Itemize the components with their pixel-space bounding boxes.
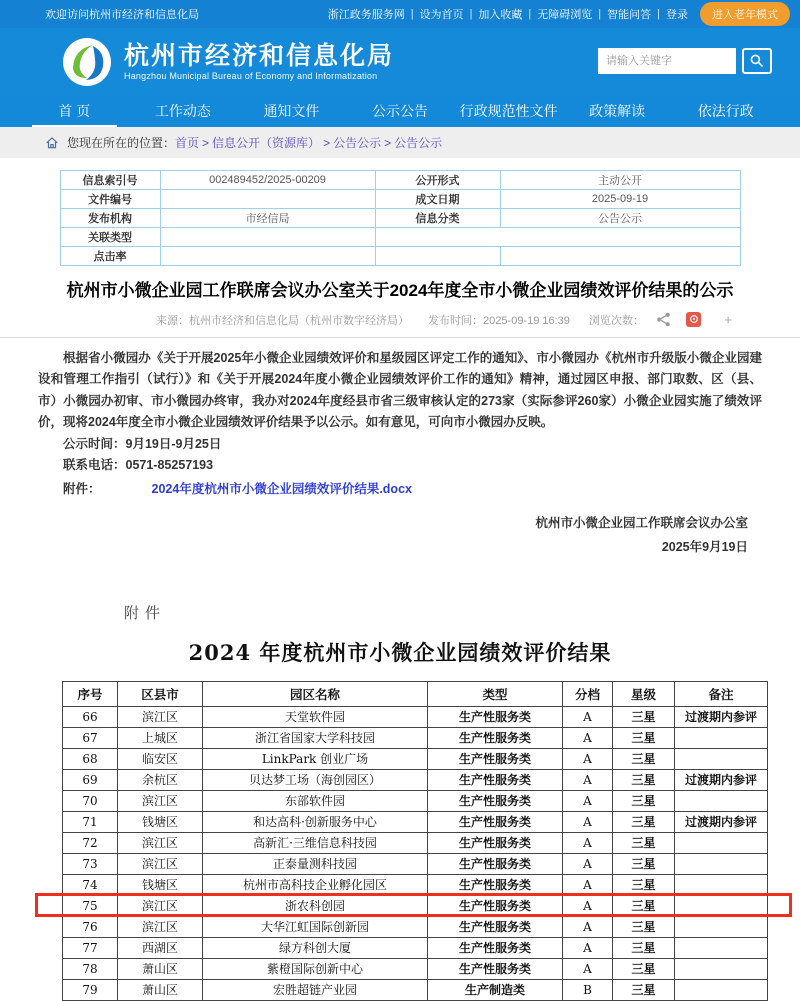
breadcrumb-separator: > — [202, 136, 210, 150]
results-header-row — [63, 681, 768, 706]
breadcrumb-prefix: 您现在所在的位置： — [67, 136, 176, 150]
results-cell: 宏胜超链产业园 — [203, 979, 428, 1000]
share-icon[interactable] — [656, 312, 671, 327]
nav-item-label: 通知文件 — [263, 103, 320, 119]
table-row — [63, 769, 768, 790]
results-cell: 大华江虹国际创新园 — [203, 916, 428, 937]
info-label-cell: 发布机构 — [60, 209, 160, 228]
results-cell: 三星 — [613, 979, 675, 1000]
info-label-cell: 信息索引号 — [60, 171, 160, 190]
info-value-cell: 2025-09-19 — [500, 190, 740, 209]
info-value-cell: 002489452/2025-00209 — [160, 171, 375, 190]
views-label: 浏览次数： — [588, 314, 644, 327]
show-time-line: 公示时间：9月19日-9月25日 — [63, 436, 222, 451]
results-cell: 66 — [63, 706, 118, 727]
nav-active-underline — [249, 125, 334, 127]
table-row — [63, 811, 768, 832]
info-label-cell: 公开形式 — [375, 171, 500, 190]
search-icon — [749, 53, 765, 69]
results-cell: 浙江省国家大学科技园 — [203, 727, 428, 748]
results-cell: 三星 — [613, 748, 675, 769]
info-table-row — [60, 228, 740, 247]
signature-office: 杭州市小微企业园工作联席会议办公室 — [535, 516, 748, 531]
info-value-cell — [160, 247, 375, 266]
topbar-link-1[interactable]: 设为首页 — [419, 9, 464, 21]
results-cell: 过渡期内参评 — [675, 769, 768, 790]
site-subtitle: Hangzhou Municipal Bureau of Economy and Informatization — [124, 70, 378, 81]
results-cell: 76 — [63, 916, 118, 937]
results-cell: 萧山区 — [118, 979, 203, 1000]
nav-item-label: 工作动态 — [154, 103, 211, 119]
results-cell: 74 — [63, 874, 118, 895]
source-label: 来源：杭州市经济和信息化局（杭州市数字经济局） — [156, 314, 409, 327]
results-cell: 生产性服务类 — [428, 811, 563, 832]
results-cell: 生产制造类 — [428, 979, 563, 1000]
table-row — [63, 979, 768, 1000]
results-cell: 西湖区 — [118, 937, 203, 958]
paragraph-main: 根据省小微园办《关于开展2025年小微企业园绩效评价和星级园区评定工作的通知》、市小微园办《杭州市升级版小微企业园建设和管理工作指引（试行）》和《关于开展2024年度小微企业园绩效评价工作的通知》精神，通过园区申报、部门取数、区（县、市）小微园办初审、市小微园办终审，我办对2024年度经县市省三级审核认定的273家（实际参评260家）小微企业园实施了绩效评价，现将2024年度全市小微企业园绩效评价结果予以公示。如有意见，可向市小微园办反映。 — [38, 350, 762, 430]
site-title: 杭州市经济和信息化局 — [124, 42, 395, 71]
results-cell: 滨江区 — [118, 853, 203, 874]
results-cell: 三星 — [613, 916, 675, 937]
results-cell — [675, 727, 768, 748]
table-row — [63, 832, 768, 853]
info-value-cell: 主动公开 — [500, 171, 740, 190]
table-row — [63, 706, 768, 727]
results-cell: A — [563, 811, 613, 832]
signature-date: 2025年9月19日 — [661, 540, 748, 555]
info-table-row — [60, 209, 740, 228]
nav-active-underline — [141, 125, 226, 127]
results-cell: 和达高科·创新服务中心 — [203, 811, 428, 832]
results-cell: LinkPark 创业广场 — [203, 748, 428, 769]
results-cell: 68 — [63, 748, 118, 769]
results-cell: A — [563, 937, 613, 958]
nav-active-underline — [575, 125, 660, 127]
results-cell: 三星 — [613, 832, 675, 853]
results-cell: 生产性服务类 — [428, 769, 563, 790]
info-value-cell: 市经信局 — [160, 209, 375, 228]
results-cell: 贝达梦工场（海创园区） — [203, 769, 428, 790]
table-row — [63, 790, 768, 811]
results-cell: 生产性服务类 — [428, 958, 563, 979]
results-cell: 浙农科创园 — [203, 895, 428, 916]
results-cell: 生产性服务类 — [428, 727, 563, 748]
attachment-doc-label: 附件 — [124, 603, 167, 622]
table-row — [63, 937, 768, 958]
share-icon-group — [656, 312, 740, 327]
results-cell: A — [563, 832, 613, 853]
nav-item-0[interactable] — [20, 95, 129, 127]
info-table-body — [60, 171, 740, 266]
results-cell: 生产性服务类 — [428, 916, 563, 937]
phone-line: 联系电话：0571-85257193 — [63, 458, 214, 473]
info-value-cell — [160, 228, 375, 247]
breadcrumb-link-3[interactable]: 公告公示 — [394, 136, 443, 150]
info-value-cell — [375, 247, 500, 266]
top-utility-bar — [0, 0, 800, 28]
nav-active-underline — [466, 125, 551, 127]
results-cell: A — [563, 853, 613, 874]
breadcrumb-link-1[interactable]: 信息公开（资源库） — [212, 136, 321, 150]
topbar-separator: | — [528, 8, 532, 20]
results-cell: 绿方科创大厦 — [203, 937, 428, 958]
results-cell: 73 — [63, 853, 118, 874]
results-cell: 77 — [63, 937, 118, 958]
info-label-cell: 成文日期 — [375, 190, 500, 209]
nav-item-6[interactable] — [671, 95, 780, 127]
table-row — [63, 727, 768, 748]
results-header-1: 区县市 — [118, 681, 203, 706]
site-header — [0, 28, 800, 95]
results-cell — [675, 874, 768, 895]
results-header-6: 备注 — [675, 681, 768, 706]
results-cell — [675, 748, 768, 769]
results-cell: 生产性服务类 — [428, 748, 563, 769]
attachment-document — [0, 602, 800, 1001]
breadcrumb-separator: > — [384, 136, 392, 150]
results-table-body — [63, 706, 768, 1000]
info-table-row — [60, 247, 740, 266]
info-value-cell — [500, 247, 740, 266]
topbar-separator: | — [598, 8, 602, 20]
nav-active-underline — [32, 125, 117, 127]
results-cell: 72 — [63, 832, 118, 853]
results-cell: A — [563, 874, 613, 895]
table-row — [63, 916, 768, 937]
results-cell: 三星 — [613, 769, 675, 790]
table-row — [63, 958, 768, 979]
results-cell: 滨江区 — [118, 832, 203, 853]
nav-item-4[interactable] — [454, 95, 563, 127]
breadcrumb — [0, 127, 800, 158]
results-cell: 三星 — [613, 895, 675, 916]
results-cell: 高新汇·三维信息科技园 — [203, 832, 428, 853]
info-table-row — [60, 190, 740, 209]
results-cell: 滨江区 — [118, 895, 203, 916]
document-info-table — [60, 170, 741, 266]
results-cell: A — [563, 769, 613, 790]
topbar-separator: | — [657, 8, 660, 20]
results-cell: 三星 — [613, 811, 675, 832]
breadcrumb-separator: > — [323, 136, 331, 150]
table-row — [63, 874, 768, 895]
info-label-cell: 关联类型 — [60, 228, 160, 247]
brand-block — [124, 42, 394, 81]
results-header-5: 星级 — [613, 681, 675, 706]
results-cell: 萧山区 — [118, 958, 203, 979]
results-cell: 临安区 — [118, 748, 203, 769]
nav-active-underline — [683, 125, 768, 127]
results-cell: 三星 — [613, 937, 675, 958]
nav-item-3[interactable] — [346, 95, 455, 127]
results-cell: 杭州市高科技企业孵化园区 — [203, 874, 428, 895]
results-cell: 滨江区 — [118, 916, 203, 937]
article-meta — [0, 312, 800, 338]
nav-item-label: 首 页 — [58, 103, 91, 119]
nav-item-1[interactable] — [129, 95, 238, 127]
results-cell — [675, 979, 768, 1000]
publish-time-label: 发布时间：2025-09-19 16:39 — [428, 314, 570, 327]
results-header-0: 序号 — [63, 681, 118, 706]
welcome-text: 欢迎访问杭州市经济和信息化局 — [45, 9, 199, 21]
attachment-link[interactable]: 2024年度杭州市小微企业园绩效评价结果.docx — [151, 481, 412, 496]
more-share-icon[interactable]: + — [724, 311, 732, 327]
results-cell: 67 — [63, 727, 118, 748]
results-cell: A — [563, 748, 613, 769]
main-nav — [0, 95, 800, 127]
results-cell: A — [563, 727, 613, 748]
info-value-cell: 公告公示 — [500, 209, 740, 228]
results-cell: 69 — [63, 769, 118, 790]
info-label-cell: 信息分类 — [375, 209, 500, 228]
results-header-4: 分档 — [563, 681, 613, 706]
info-value-cell — [160, 190, 375, 209]
topbar-link-2[interactable]: 加入收藏 — [478, 9, 523, 21]
weibo-share-icon[interactable] — [686, 312, 701, 327]
results-cell: 三星 — [613, 958, 675, 979]
results-table-wrap — [62, 681, 767, 1001]
results-cell: B — [563, 979, 613, 1000]
results-cell: 正泰量测科技园 — [203, 853, 428, 874]
results-cell — [675, 916, 768, 937]
results-cell: 生产性服务类 — [428, 895, 563, 916]
results-cell: 生产性服务类 — [428, 790, 563, 811]
results-cell: A — [563, 958, 613, 979]
results-cell: 75 — [63, 895, 118, 916]
topbar-link-4[interactable]: 智能问答 — [607, 9, 652, 21]
results-cell: 过渡期内参评 — [675, 811, 768, 832]
results-cell: A — [563, 895, 613, 916]
topbar-separator: | — [469, 8, 473, 20]
attachment-label: 附件： — [63, 481, 101, 496]
results-table — [62, 681, 768, 1001]
results-header-3: 类型 — [428, 681, 563, 706]
info-table-row — [60, 171, 740, 190]
results-cell: 钱塘区 — [118, 811, 203, 832]
table-row — [63, 748, 768, 769]
results-cell: 紫橙国际创新中心 — [203, 958, 428, 979]
results-cell: 78 — [63, 958, 118, 979]
results-cell: 滨江区 — [118, 790, 203, 811]
home-icon — [45, 136, 59, 150]
results-cell: 生产性服务类 — [428, 874, 563, 895]
results-cell — [675, 832, 768, 853]
table-row — [63, 853, 768, 874]
attachment-doc-title: 2024 年度杭州市小微企业园绩效评价结果 — [188, 639, 612, 665]
results-cell: A — [563, 916, 613, 937]
results-cell: 三星 — [613, 853, 675, 874]
info-label-cell: 点击率 — [60, 247, 160, 266]
results-cell: 71 — [63, 811, 118, 832]
results-cell — [675, 790, 768, 811]
results-cell: 三星 — [613, 706, 675, 727]
results-cell: 79 — [63, 979, 118, 1000]
results-cell: A — [563, 790, 613, 811]
results-cell: 生产性服务类 — [428, 832, 563, 853]
table-row — [63, 895, 768, 916]
results-cell: 过渡期内参评 — [675, 706, 768, 727]
bureau-logo-icon — [62, 37, 112, 87]
results-cell: 上城区 — [118, 727, 203, 748]
results-cell: A — [563, 706, 613, 727]
search-button[interactable] — [742, 48, 772, 74]
results-cell: 天堂软件园 — [203, 706, 428, 727]
results-cell: 东部软件园 — [203, 790, 428, 811]
nav-item-label: 公示公告 — [372, 103, 429, 119]
results-cell: 生产性服务类 — [428, 853, 563, 874]
results-cell: 三星 — [613, 727, 675, 748]
topbar-link-0[interactable]: 浙江政务服务网 — [327, 9, 405, 21]
info-value-cell — [375, 228, 740, 247]
search-input[interactable] — [598, 48, 736, 74]
results-cell: 三星 — [613, 790, 675, 811]
topbar-separator: | — [410, 8, 414, 20]
elder-mode-button[interactable]: 进入老年模式 — [700, 2, 790, 26]
nav-item-label: 行政规范性文件 — [459, 103, 558, 119]
signature-block — [0, 512, 748, 560]
results-cell: 70 — [63, 790, 118, 811]
breadcrumb-link-2[interactable]: 公告公示 — [333, 136, 382, 150]
article-body — [38, 348, 762, 501]
results-header-2: 园区名称 — [203, 681, 428, 706]
nav-item-2[interactable] — [237, 95, 346, 127]
nav-item-label: 依法行政 — [697, 103, 754, 119]
results-cell — [675, 958, 768, 979]
results-cell: 钱塘区 — [118, 874, 203, 895]
info-label-cell: 文件编号 — [60, 190, 160, 209]
results-cell: 滨江区 — [118, 706, 203, 727]
attachment-line — [38, 479, 762, 501]
results-cell: 三星 — [613, 874, 675, 895]
breadcrumb-links — [175, 134, 442, 151]
topbar-link-5[interactable]: 登录 — [666, 9, 688, 21]
nav-active-underline — [358, 125, 443, 127]
article-title: 杭州市小微企业园工作联席会议办公室关于2024年度全市小微企业园绩效评价结果的公示 — [66, 281, 734, 300]
topbar-link-3[interactable]: 无障碍浏览 — [537, 9, 593, 21]
nav-item-label: 政策解读 — [589, 103, 646, 119]
results-cell: 生产性服务类 — [428, 706, 563, 727]
breadcrumb-link-0[interactable]: 首页 — [175, 136, 200, 150]
topbar-links — [328, 2, 790, 26]
nav-item-5[interactable] — [563, 95, 672, 127]
results-cell: 余杭区 — [118, 769, 203, 790]
results-cell — [675, 895, 768, 916]
search-bar — [598, 48, 772, 74]
results-cell — [675, 937, 768, 958]
results-cell — [675, 853, 768, 874]
results-cell: 生产性服务类 — [428, 937, 563, 958]
